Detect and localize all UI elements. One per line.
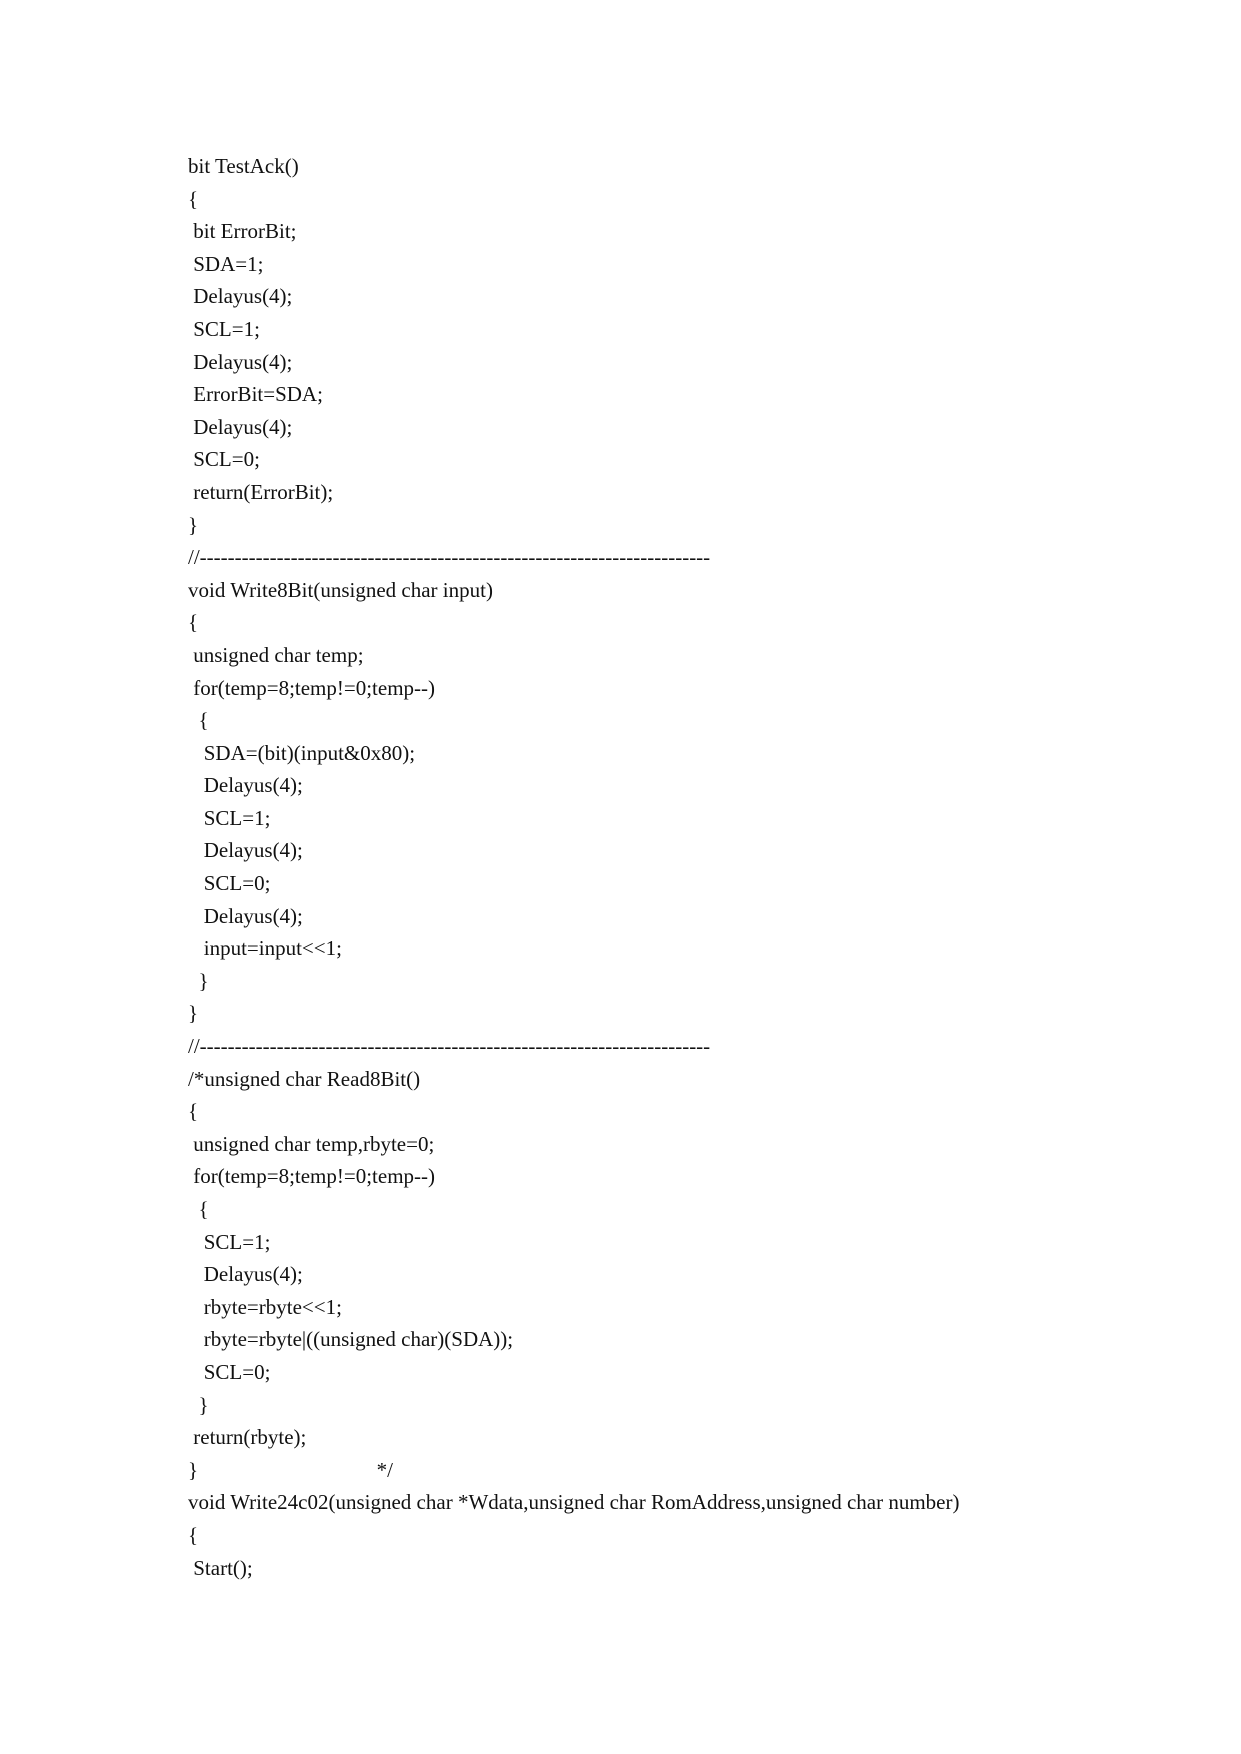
code-line: SDA=(bit)(input&0x80); [188, 740, 416, 765]
code-line: { [188, 708, 209, 733]
code-line: SCL=0; [188, 1359, 271, 1384]
code-line: unsigned char temp; [188, 642, 364, 667]
code-line: Start(); [188, 1555, 253, 1580]
code-line: rbyte=rbyte<<1; [188, 1294, 342, 1319]
code-line: } [188, 512, 199, 537]
code-line: } [188, 1001, 199, 1026]
code-line: return(ErrorBit); [188, 479, 334, 504]
code-line: input=input<<1; [188, 936, 342, 961]
code-line: Delayus(4); [188, 349, 293, 374]
code-line: SCL=1; [188, 805, 271, 830]
code-line: SCL=1; [188, 316, 260, 341]
code-line: for(temp=8;temp!=0;temp--) [188, 675, 436, 700]
code-listing [188, 150, 1148, 1584]
code-line: { [188, 1197, 209, 1221]
code-line: /*unsigned char Read8Bit() [188, 1066, 421, 1091]
code-line: //------------------------------------------------------------------------- [188, 545, 711, 570]
code-line: Delayus(4); [188, 284, 293, 309]
code-line: { [188, 610, 199, 635]
code-line: Delayus(4); [188, 838, 303, 863]
code-line: ErrorBit=SDA; [188, 382, 323, 407]
code-line: void Write8Bit(unsigned char input) [188, 577, 493, 602]
code-line: bit TestAck() [188, 154, 299, 178]
code-line: SDA=1; [188, 251, 264, 276]
code-line: SCL=1; [188, 1229, 271, 1254]
code-line: rbyte=rbyte|((unsigned char)(SDA)); [188, 1327, 514, 1352]
code-line: unsigned char temp,rbyte=0; [188, 1131, 435, 1156]
code-line: Delayus(4); [188, 414, 293, 439]
code-line: { [188, 186, 199, 211]
code-line: { [188, 1099, 199, 1124]
code-line: void Write24c02(unsigned char *Wdata,unsigned char RomAddress,unsigned char number) [188, 1490, 960, 1515]
code-line: { [188, 1522, 199, 1547]
code-line: } [188, 1392, 209, 1417]
code-line: bit ErrorBit; [188, 219, 297, 244]
code-line: Delayus(4); [188, 773, 303, 798]
code-line: } [188, 968, 209, 993]
code-line: SCL=0; [188, 447, 260, 472]
code-line: Delayus(4); [188, 1262, 303, 1287]
code-line: //------------------------------------------------------------------------- [188, 1034, 711, 1059]
code-line: } */ [188, 1457, 393, 1482]
code-line: for(temp=8;temp!=0;temp--) [188, 1164, 436, 1189]
code-line: return(rbyte); [188, 1425, 307, 1450]
code-line: Delayus(4); [188, 903, 303, 928]
code-line: SCL=0; [188, 871, 271, 896]
